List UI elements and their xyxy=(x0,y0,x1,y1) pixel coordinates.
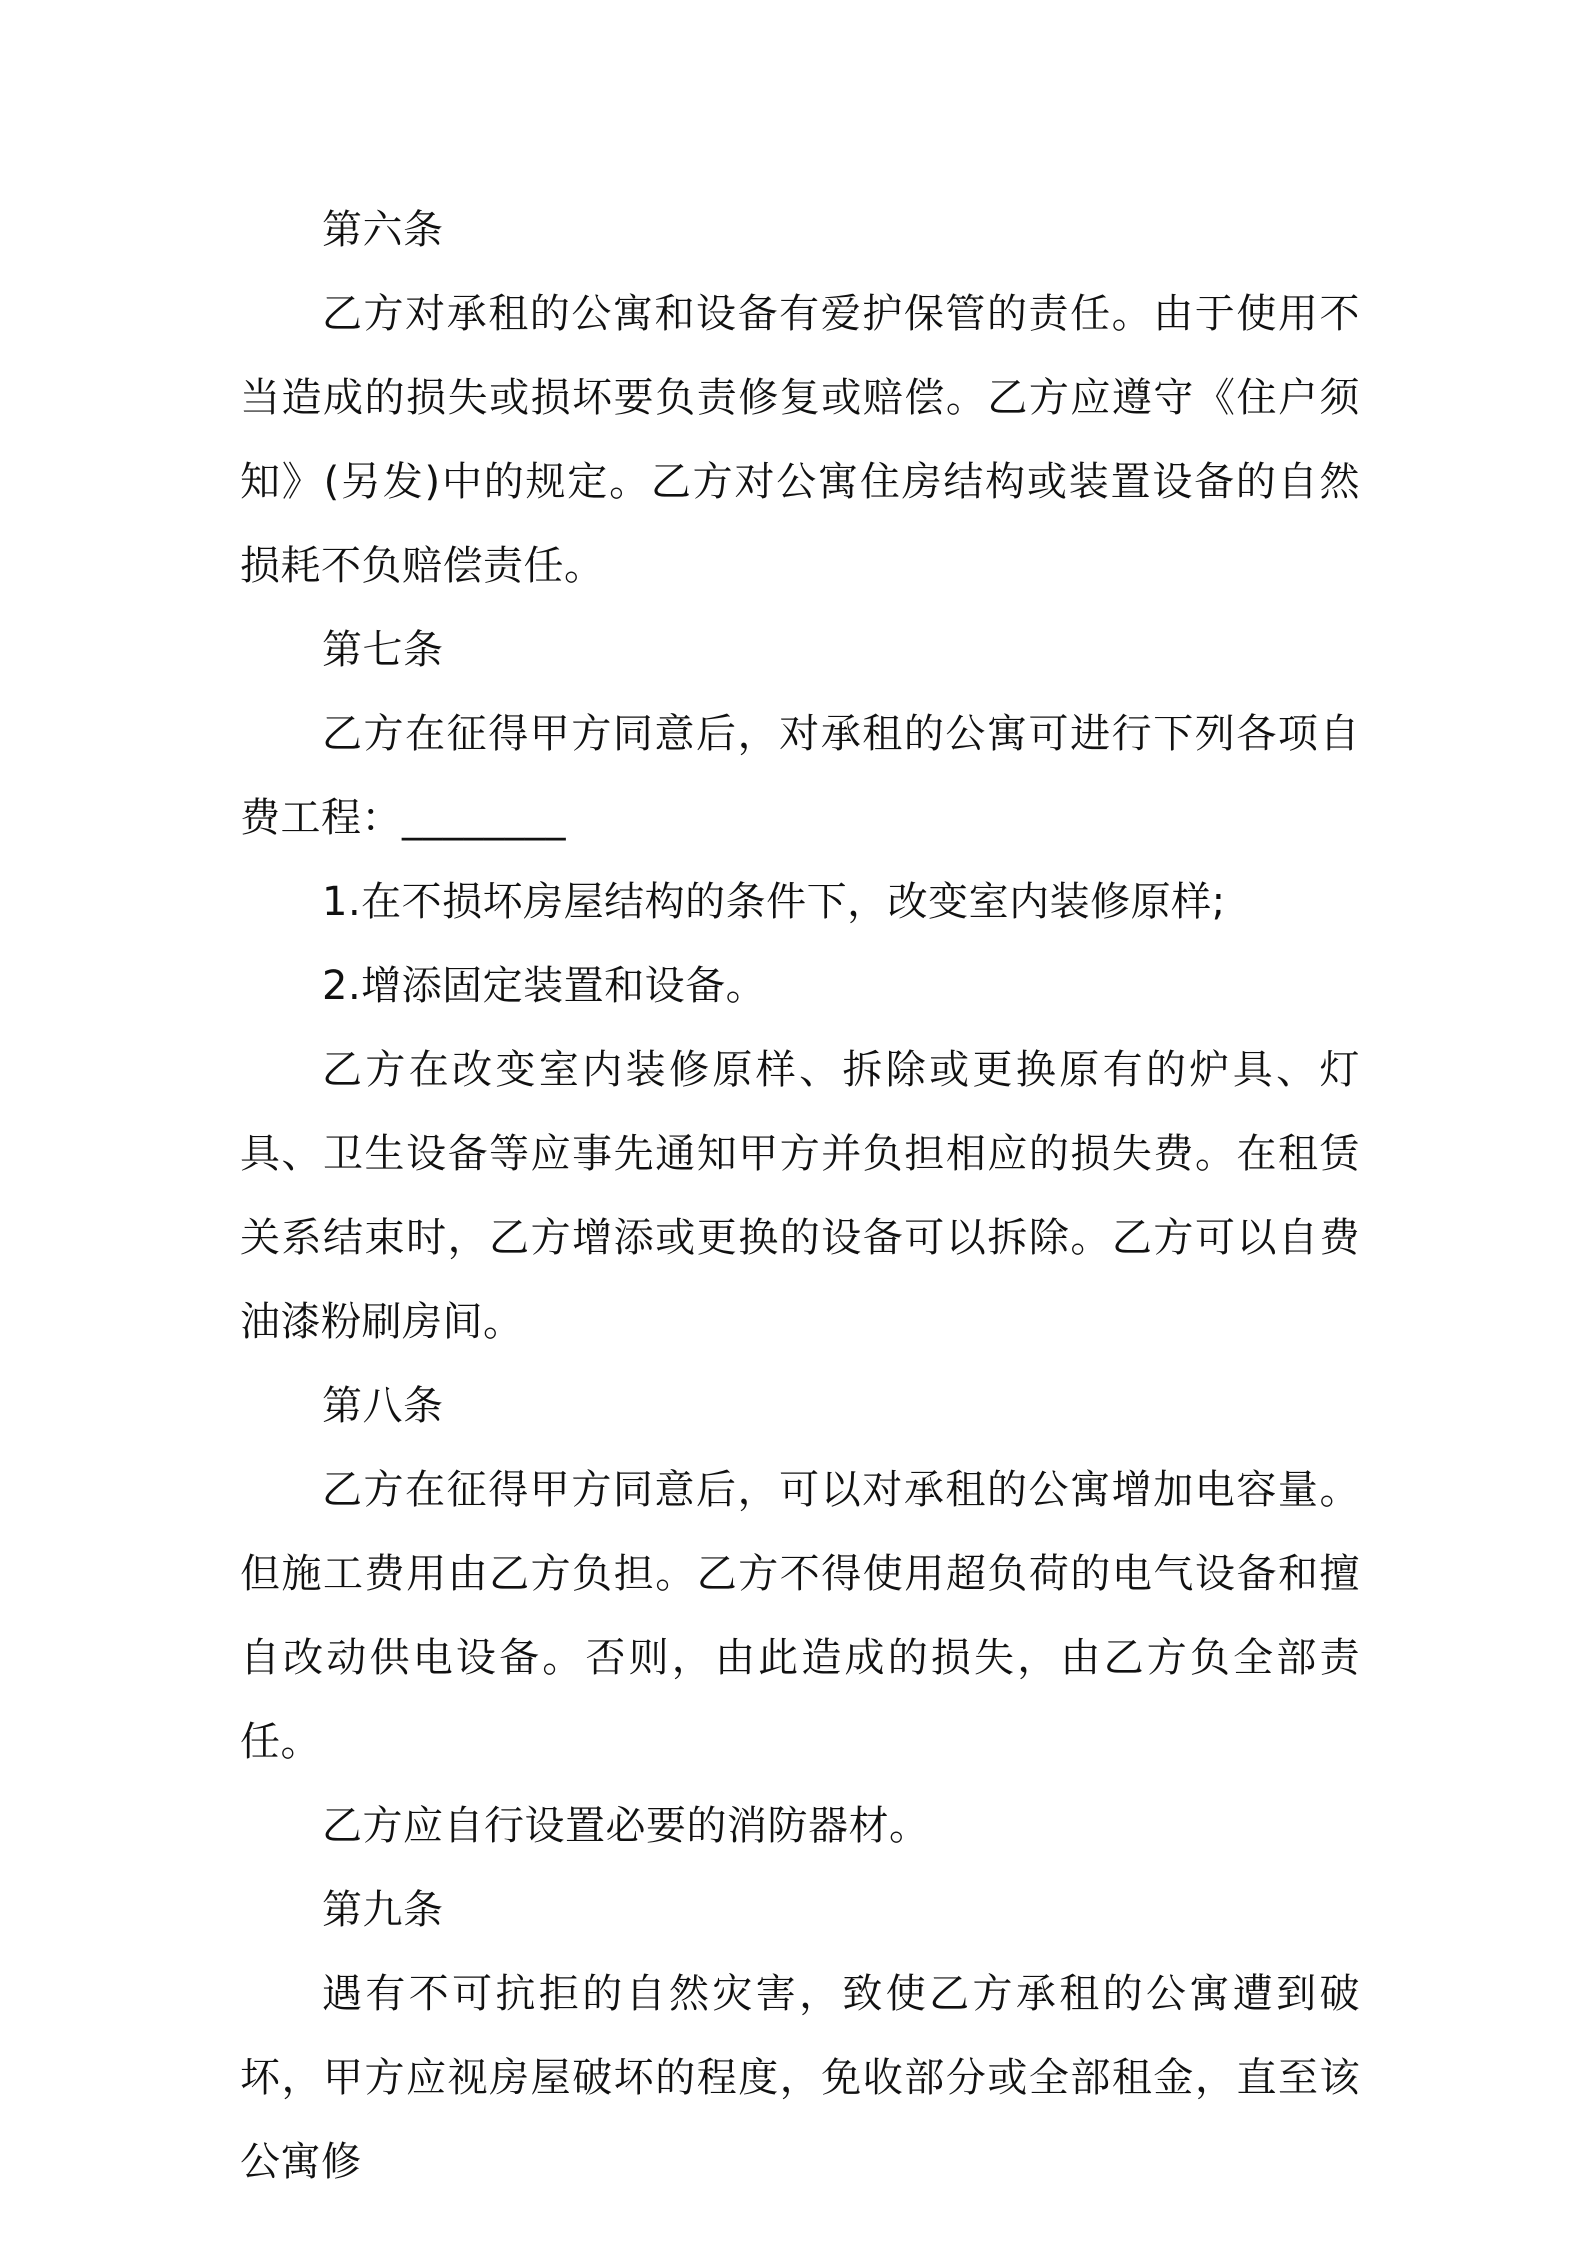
article-9-paragraph: 遇有不可抗拒的自然灾害，致使乙方承租的公寓遭到破坏，甲方应视房屋破坏的程度，免收部分或全部租金，直至该公寓修 xyxy=(240,1971,1360,2185)
article-7-item-1: 1.在不损坏房屋结构的条件下，改变室内装修原样; xyxy=(322,879,1226,925)
article-6-paragraph: 乙方对承租的公寓和设备有爱护保管的责任。由于使用不当造成的损失或损坏要负责修复或赔偿。乙方应遵守《住户须知》(另发)中的规定。乙方对公寓住房结构或装置设备的自然损耗不负赔偿责任。 xyxy=(240,291,1360,589)
article-heading-6: 第六条 xyxy=(322,207,444,253)
article-heading-7: 第七条 xyxy=(322,627,444,673)
article-7-paragraph: 乙方在征得甲方同意后，对承租的公寓可进行下列各项自费工程：________ xyxy=(240,711,1360,841)
article-heading-8: 第八条 xyxy=(322,1383,444,1429)
article-8-paragraph: 乙方在征得甲方同意后，可以对承租的公寓增加电容量。但施工费用由乙方负担。乙方不得使用超负荷的电气设备和擅自改动供电设备。否则，由此造成的损失，由乙方负全部责任。 xyxy=(240,1467,1360,1765)
article-8-paragraph-2: 乙方应自行设置必要的消防器材。 xyxy=(322,1803,930,1849)
article-7-item-2: 2.增添固定装置和设备。 xyxy=(322,963,767,1009)
article-7-paragraph-2: 乙方在改变室内装修原样、拆除或更换原有的炉具、灯具、卫生设备等应事先通知甲方并负担相应的损失费。在租赁关系结束时，乙方增添或更换的设备可以拆除。乙方可以自费油漆粉刷房间。 xyxy=(240,1047,1360,1345)
article-heading-9: 第九条 xyxy=(322,1887,444,1933)
document-body xyxy=(240,188,1360,2204)
